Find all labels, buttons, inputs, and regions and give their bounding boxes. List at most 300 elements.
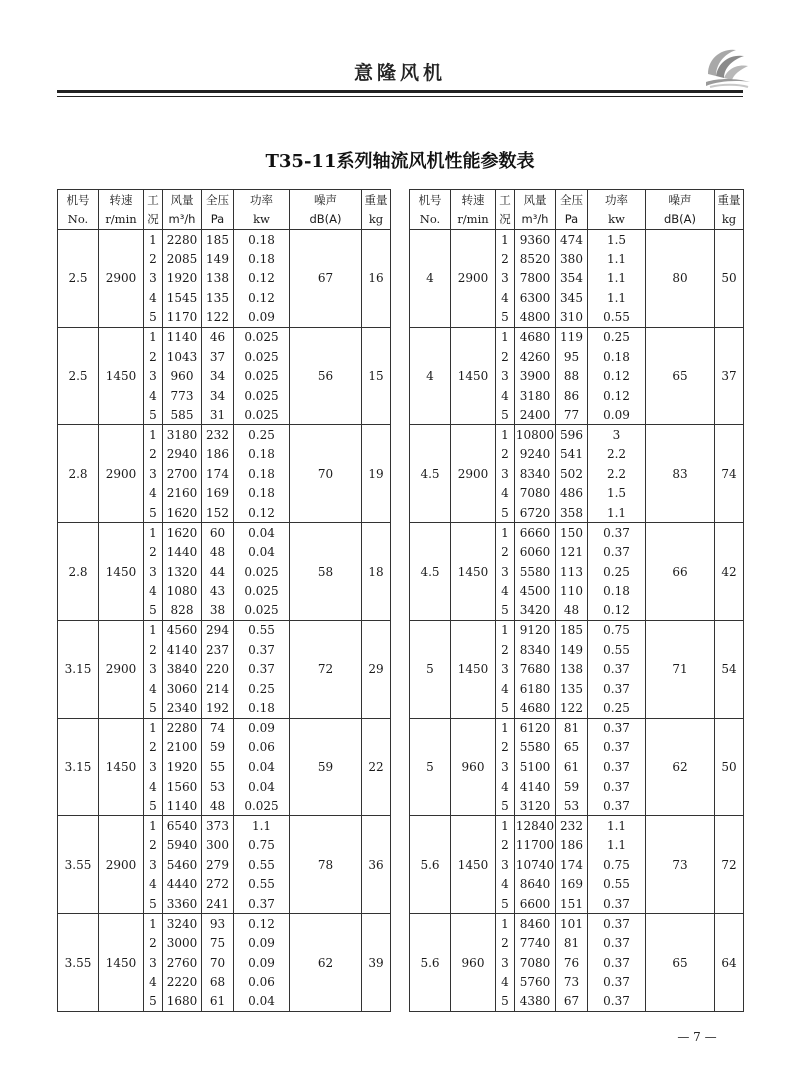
air-flow-cell: 8460 [515, 914, 556, 934]
air-flow-cell: 9240 [515, 445, 556, 465]
fan-number-cell: 3.55 [58, 914, 99, 1012]
work-condition-cell: 2 [496, 542, 515, 562]
noise-cell: 80 [646, 230, 715, 328]
rpm-cell: 2900 [99, 620, 144, 718]
work-condition-cell: 5 [144, 699, 163, 719]
rpm-cell: 1450 [451, 327, 496, 425]
power-cell: 0.25 [588, 699, 646, 719]
work-condition-cell: 5 [496, 308, 515, 328]
col-header-rpm: 转速 [451, 190, 496, 210]
noise-cell: 62 [290, 914, 362, 1012]
air-flow-cell: 1140 [163, 796, 202, 816]
work-condition-cell: 3 [496, 953, 515, 973]
pressure-cell: 220 [202, 660, 234, 680]
air-flow-cell: 2280 [163, 230, 202, 250]
fan-number-cell: 2.5 [58, 327, 99, 425]
pressure-cell: 101 [556, 914, 588, 934]
air-flow-cell: 7800 [515, 269, 556, 289]
air-flow-cell: 7740 [515, 933, 556, 953]
rpm-cell: 960 [451, 718, 496, 816]
power-cell: 0.09 [588, 405, 646, 425]
power-cell: 0.25 [588, 562, 646, 582]
pressure-cell: 186 [202, 445, 234, 465]
air-flow-cell: 585 [163, 405, 202, 425]
power-cell: 0.12 [234, 503, 290, 523]
work-condition-cell: 5 [496, 601, 515, 621]
work-condition-cell: 3 [496, 269, 515, 289]
col-header-no: 机号 [58, 190, 99, 210]
table-row [410, 523, 744, 543]
power-cell: 0.12 [234, 914, 290, 934]
pressure-cell: 37 [202, 347, 234, 367]
air-flow-cell: 1560 [163, 777, 202, 797]
fan-number-cell: 5.6 [410, 914, 451, 1012]
power-cell: 3 [588, 425, 646, 445]
col-unit-weight: kg [362, 210, 391, 230]
air-flow-cell: 1545 [163, 288, 202, 308]
air-flow-cell: 3060 [163, 679, 202, 699]
pressure-cell: 152 [202, 503, 234, 523]
air-flow-cell: 10740 [515, 855, 556, 875]
work-condition-cell: 4 [144, 777, 163, 797]
pressure-cell: 81 [556, 718, 588, 738]
power-cell: 0.37 [588, 757, 646, 777]
work-condition-cell: 2 [496, 445, 515, 465]
work-condition-cell: 3 [144, 660, 163, 680]
pressure-cell: 44 [202, 562, 234, 582]
pressure-cell: 149 [556, 640, 588, 660]
weight-cell: 18 [362, 523, 391, 621]
work-condition-cell: 5 [144, 405, 163, 425]
noise-cell: 71 [646, 620, 715, 718]
work-condition-cell: 4 [496, 777, 515, 797]
weight-cell: 19 [362, 425, 391, 523]
power-cell: 0.09 [234, 933, 290, 953]
pressure-cell: 65 [556, 738, 588, 758]
table-row [58, 620, 391, 640]
work-condition-cell: 4 [144, 972, 163, 992]
col-unit-rpm: r/min [99, 210, 144, 230]
fan-number-cell: 4 [410, 230, 451, 328]
noise-cell: 70 [290, 425, 362, 523]
air-flow-cell: 1680 [163, 992, 202, 1012]
power-cell: 0.04 [234, 542, 290, 562]
power-cell: 1.1 [588, 288, 646, 308]
rpm-cell: 2900 [99, 816, 144, 914]
pressure-cell: 474 [556, 230, 588, 250]
work-condition-cell: 4 [496, 288, 515, 308]
air-flow-cell: 6660 [515, 523, 556, 543]
pressure-cell: 241 [202, 894, 234, 914]
air-flow-cell: 2280 [163, 718, 202, 738]
power-cell: 0.37 [588, 718, 646, 738]
power-cell: 0.37 [588, 796, 646, 816]
air-flow-cell: 1920 [163, 757, 202, 777]
air-flow-cell: 2220 [163, 972, 202, 992]
work-condition-cell: 3 [496, 562, 515, 582]
air-flow-cell: 9120 [515, 620, 556, 640]
power-cell: 0.025 [234, 796, 290, 816]
air-flow-cell: 5760 [515, 972, 556, 992]
power-cell: 0.04 [234, 777, 290, 797]
power-cell: 0.37 [588, 992, 646, 1012]
power-cell: 0.025 [234, 347, 290, 367]
power-cell: 0.18 [234, 249, 290, 269]
pressure-cell: 380 [556, 249, 588, 269]
power-cell: 0.025 [234, 405, 290, 425]
col-unit-no: No. [58, 210, 99, 230]
noise-cell: 66 [646, 523, 715, 621]
work-condition-cell: 2 [496, 347, 515, 367]
pressure-cell: 86 [556, 386, 588, 406]
noise-cell: 73 [646, 816, 715, 914]
work-condition-cell: 1 [496, 816, 515, 836]
pressure-cell: 121 [556, 542, 588, 562]
work-condition-cell: 5 [496, 503, 515, 523]
noise-cell: 65 [646, 914, 715, 1012]
air-flow-cell: 4140 [515, 777, 556, 797]
table-row [58, 718, 391, 738]
col-unit-power: kw [588, 210, 646, 230]
table-row [58, 914, 391, 934]
fan-number-cell: 2.8 [58, 523, 99, 621]
rpm-cell: 1450 [99, 523, 144, 621]
work-condition-cell: 1 [496, 230, 515, 250]
work-condition-cell: 2 [496, 640, 515, 660]
col-header-flow: 风量 [515, 190, 556, 210]
header-title: 意隆风机 [353, 62, 446, 84]
weight-cell: 72 [715, 816, 744, 914]
pressure-cell: 358 [556, 503, 588, 523]
work-condition-cell: 5 [144, 894, 163, 914]
power-cell: 0.04 [234, 523, 290, 543]
work-condition-cell: 2 [144, 347, 163, 367]
rpm-cell: 1450 [451, 620, 496, 718]
air-flow-cell: 8640 [515, 875, 556, 895]
power-cell: 0.37 [588, 542, 646, 562]
air-flow-cell: 1440 [163, 542, 202, 562]
power-cell: 0.025 [234, 562, 290, 582]
noise-cell: 83 [646, 425, 715, 523]
pressure-cell: 61 [556, 757, 588, 777]
work-condition-cell: 4 [496, 386, 515, 406]
col-unit-no: No. [410, 210, 451, 230]
work-condition-cell: 4 [496, 484, 515, 504]
power-cell: 0.55 [588, 308, 646, 328]
weight-cell: 16 [362, 230, 391, 328]
col-header-work: 工 [496, 190, 515, 210]
document-title: T35-11系列轴流风机性能参数表 [265, 151, 535, 172]
air-flow-cell: 4440 [163, 875, 202, 895]
pressure-cell: 185 [202, 230, 234, 250]
pressure-cell: 53 [202, 777, 234, 797]
work-condition-cell: 2 [144, 249, 163, 269]
work-condition-cell: 1 [144, 816, 163, 836]
pressure-cell: 214 [202, 679, 234, 699]
power-cell: 0.55 [234, 875, 290, 895]
air-flow-cell: 6300 [515, 288, 556, 308]
pressure-cell: 138 [556, 660, 588, 680]
pressure-cell: 61 [202, 992, 234, 1012]
pressure-cell: 502 [556, 464, 588, 484]
col-unit-flow: m³/h [515, 210, 556, 230]
col-unit-power: kw [234, 210, 290, 230]
power-cell: 0.12 [588, 386, 646, 406]
work-condition-cell: 4 [144, 581, 163, 601]
pressure-cell: 55 [202, 757, 234, 777]
weight-cell: 22 [362, 718, 391, 816]
col-header-pressure: 全压 [202, 190, 234, 210]
power-cell: 0.37 [588, 679, 646, 699]
pressure-cell: 48 [202, 542, 234, 562]
air-flow-cell: 3420 [515, 601, 556, 621]
table-row [58, 816, 391, 836]
power-cell: 0.37 [588, 523, 646, 543]
power-cell: 1.1 [588, 269, 646, 289]
pressure-cell: 149 [202, 249, 234, 269]
pressure-cell: 294 [202, 620, 234, 640]
noise-cell: 59 [290, 718, 362, 816]
work-condition-cell: 3 [144, 953, 163, 973]
power-cell: 0.55 [588, 875, 646, 895]
rpm-cell: 1450 [99, 914, 144, 1012]
air-flow-cell: 4680 [515, 699, 556, 719]
pressure-cell: 110 [556, 581, 588, 601]
noise-cell: 72 [290, 620, 362, 718]
air-flow-cell: 2700 [163, 464, 202, 484]
work-condition-cell: 2 [496, 738, 515, 758]
pressure-cell: 88 [556, 366, 588, 386]
air-flow-cell: 8340 [515, 464, 556, 484]
power-cell: 0.75 [588, 855, 646, 875]
pressure-cell: 31 [202, 405, 234, 425]
work-condition-cell: 2 [144, 835, 163, 855]
power-cell: 1.5 [588, 230, 646, 250]
air-flow-cell: 7080 [515, 484, 556, 504]
col-unit-work: 况 [144, 210, 163, 230]
pressure-cell: 310 [556, 308, 588, 328]
air-flow-cell: 2100 [163, 738, 202, 758]
air-flow-cell: 3120 [515, 796, 556, 816]
rpm-cell: 2900 [99, 425, 144, 523]
power-cell: 0.18 [234, 464, 290, 484]
air-flow-cell: 3180 [163, 425, 202, 445]
air-flow-cell: 773 [163, 386, 202, 406]
fan-number-cell: 4.5 [410, 425, 451, 523]
pressure-cell: 60 [202, 523, 234, 543]
page-number: — 7 — [677, 1030, 717, 1044]
fan-number-cell: 2.8 [58, 425, 99, 523]
work-condition-cell: 5 [496, 699, 515, 719]
work-condition-cell: 5 [496, 894, 515, 914]
power-cell: 0.37 [588, 894, 646, 914]
power-cell: 0.04 [234, 992, 290, 1012]
air-flow-cell: 5460 [163, 855, 202, 875]
power-cell: 1.1 [588, 816, 646, 836]
power-cell: 0.18 [588, 581, 646, 601]
col-unit-work: 况 [496, 210, 515, 230]
noise-cell: 78 [290, 816, 362, 914]
pressure-cell: 46 [202, 327, 234, 347]
work-condition-cell: 3 [144, 366, 163, 386]
col-unit-weight: kg [715, 210, 744, 230]
pressure-cell: 345 [556, 288, 588, 308]
power-cell: 0.025 [234, 601, 290, 621]
rpm-cell: 2900 [451, 425, 496, 523]
col-unit-noise: dB(A) [290, 210, 362, 230]
pressure-cell: 113 [556, 562, 588, 582]
work-condition-cell: 4 [144, 288, 163, 308]
header-rule-thin [57, 96, 743, 97]
rpm-cell: 1450 [451, 523, 496, 621]
air-flow-cell: 3360 [163, 894, 202, 914]
pressure-cell: 486 [556, 484, 588, 504]
performance-table-left [57, 189, 391, 1012]
work-condition-cell: 3 [144, 855, 163, 875]
weight-cell: 15 [362, 327, 391, 425]
air-flow-cell: 3840 [163, 660, 202, 680]
pressure-cell: 93 [202, 914, 234, 934]
air-flow-cell: 4500 [515, 581, 556, 601]
noise-cell: 58 [290, 523, 362, 621]
pressure-cell: 232 [202, 425, 234, 445]
work-condition-cell: 4 [496, 679, 515, 699]
pressure-cell: 119 [556, 327, 588, 347]
pressure-cell: 186 [556, 835, 588, 855]
work-condition-cell: 2 [144, 738, 163, 758]
weight-cell: 39 [362, 914, 391, 1012]
power-cell: 0.09 [234, 308, 290, 328]
pressure-cell: 192 [202, 699, 234, 719]
air-flow-cell: 3900 [515, 366, 556, 386]
power-cell: 1.1 [234, 816, 290, 836]
pressure-cell: 169 [202, 484, 234, 504]
pressure-cell: 67 [556, 992, 588, 1012]
air-flow-cell: 1170 [163, 308, 202, 328]
power-cell: 0.37 [234, 640, 290, 660]
air-flow-cell: 4560 [163, 620, 202, 640]
col-header-noise: 噪声 [290, 190, 362, 210]
work-condition-cell: 3 [144, 562, 163, 582]
air-flow-cell: 5580 [515, 738, 556, 758]
fan-number-cell: 3.15 [58, 718, 99, 816]
work-condition-cell: 5 [144, 601, 163, 621]
power-cell: 0.37 [588, 777, 646, 797]
air-flow-cell: 1080 [163, 581, 202, 601]
weight-cell: 50 [715, 230, 744, 328]
col-header-flow: 风量 [163, 190, 202, 210]
table-row [410, 816, 744, 836]
air-flow-cell: 8520 [515, 249, 556, 269]
work-condition-cell: 3 [496, 464, 515, 484]
pressure-cell: 151 [556, 894, 588, 914]
air-flow-cell: 4380 [515, 992, 556, 1012]
table-row [58, 230, 391, 250]
air-flow-cell: 4260 [515, 347, 556, 367]
pressure-cell: 74 [202, 718, 234, 738]
work-condition-cell: 4 [144, 679, 163, 699]
air-flow-cell: 2085 [163, 249, 202, 269]
col-unit-flow: m³/h [163, 210, 202, 230]
air-flow-cell: 6540 [163, 816, 202, 836]
work-condition-cell: 1 [496, 523, 515, 543]
power-cell: 1.1 [588, 503, 646, 523]
power-cell: 2.2 [588, 464, 646, 484]
work-condition-cell: 3 [144, 757, 163, 777]
rpm-cell: 1450 [451, 816, 496, 914]
air-flow-cell: 2340 [163, 699, 202, 719]
leaf-logo-icon [702, 44, 752, 90]
power-cell: 0.18 [588, 347, 646, 367]
work-condition-cell: 1 [144, 523, 163, 543]
air-flow-cell: 5580 [515, 562, 556, 582]
work-condition-cell: 2 [496, 835, 515, 855]
air-flow-cell: 1920 [163, 269, 202, 289]
table-row [410, 425, 744, 445]
power-cell: 1.1 [588, 249, 646, 269]
air-flow-cell: 4800 [515, 308, 556, 328]
fan-number-cell: 3.15 [58, 620, 99, 718]
weight-cell: 54 [715, 620, 744, 718]
power-cell: 0.18 [234, 699, 290, 719]
air-flow-cell: 4680 [515, 327, 556, 347]
header-rule-thick [57, 90, 743, 93]
air-flow-cell: 7680 [515, 660, 556, 680]
pressure-cell: 135 [556, 679, 588, 699]
table-row [410, 230, 744, 250]
pressure-cell: 68 [202, 972, 234, 992]
work-condition-cell: 2 [144, 640, 163, 660]
pressure-cell: 34 [202, 386, 234, 406]
air-flow-cell: 10800 [515, 425, 556, 445]
pressure-cell: 73 [556, 972, 588, 992]
fan-number-cell: 4 [410, 327, 451, 425]
fan-number-cell: 5 [410, 620, 451, 718]
air-flow-cell: 960 [163, 366, 202, 386]
work-condition-cell: 1 [144, 230, 163, 250]
work-condition-cell: 2 [144, 933, 163, 953]
air-flow-cell: 6180 [515, 679, 556, 699]
pressure-cell: 59 [202, 738, 234, 758]
rpm-cell: 2900 [451, 230, 496, 328]
power-cell: 2.2 [588, 445, 646, 465]
air-flow-cell: 8340 [515, 640, 556, 660]
power-cell: 0.18 [234, 230, 290, 250]
power-cell: 0.025 [234, 581, 290, 601]
work-condition-cell: 3 [144, 269, 163, 289]
work-condition-cell: 4 [144, 386, 163, 406]
air-flow-cell: 12840 [515, 816, 556, 836]
noise-cell: 62 [646, 718, 715, 816]
noise-cell: 56 [290, 327, 362, 425]
pressure-cell: 95 [556, 347, 588, 367]
noise-cell: 67 [290, 230, 362, 328]
table-row [58, 327, 391, 347]
pressure-cell: 77 [556, 405, 588, 425]
pressure-cell: 185 [556, 620, 588, 640]
fan-number-cell: 5.6 [410, 816, 451, 914]
air-flow-cell: 2160 [163, 484, 202, 504]
air-flow-cell: 3180 [515, 386, 556, 406]
weight-cell: 64 [715, 914, 744, 1012]
table-row [410, 620, 744, 640]
air-flow-cell: 1620 [163, 503, 202, 523]
noise-cell: 65 [646, 327, 715, 425]
pressure-cell: 81 [556, 933, 588, 953]
power-cell: 0.25 [234, 679, 290, 699]
col-header-noise: 噪声 [646, 190, 715, 210]
work-condition-cell: 2 [144, 445, 163, 465]
